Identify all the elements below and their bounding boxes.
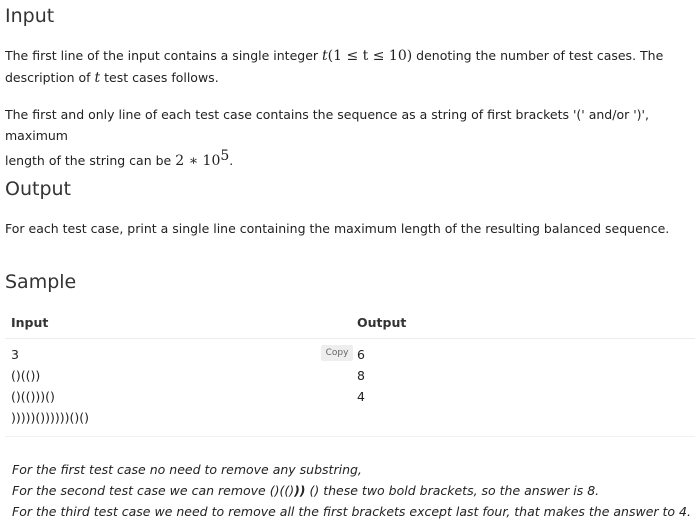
input-paragraph-1 — [5, 45, 685, 89]
math-range: (1 ≤ t ≤ 10) — [327, 48, 413, 64]
sample-divider — [5, 436, 695, 437]
note-bold-brackets: )) — [294, 483, 306, 498]
note-line-3: For the third test case we need to remove all the first brackets except last four, that makes the answer to 4. — [12, 504, 691, 519]
note-line-1: For the first test case no need to remove any substring, — [12, 462, 362, 477]
sample-block — [5, 304, 695, 438]
math-t-2: t — [94, 70, 101, 86]
sample-input-label: Input — [11, 315, 49, 330]
input-p2-line1: The first and only line of each test case contains the sequence as a string of first brackets '(' and/or ')', maximum — [5, 107, 649, 143]
note-line-2 — [12, 480, 691, 501]
sample-output-lines — [357, 344, 365, 407]
input-p1-line2-after: test cases follows. — [100, 70, 219, 85]
sample-output-line: 8 — [357, 368, 365, 383]
input-p1-text-after: denoting the number of test cases. The — [412, 48, 664, 63]
sample-output-line: 6 — [357, 347, 365, 362]
sample-input-line: ()(()) — [11, 368, 41, 383]
explanation-notes — [12, 459, 691, 522]
sample-output-line: 4 — [357, 389, 365, 404]
sample-header — [5, 304, 695, 339]
math-exponent: 5 — [220, 148, 230, 164]
input-p2-end: . — [229, 153, 234, 169]
sample-input-lines — [11, 344, 89, 428]
input-paragraph-2 — [5, 104, 685, 172]
sample-input-line: ()(()))() — [11, 389, 55, 404]
copy-button[interactable]: Copy — [321, 345, 353, 361]
sample-input-line: )))))())))))()() — [11, 410, 90, 425]
input-p1-text: The first line of the input contains a single integer — [5, 48, 323, 63]
note-line-2-text: For the second test case we can remove ()(() — [12, 483, 295, 498]
math-t: t — [322, 48, 328, 64]
note-line-2-after: () these two bold brackets, so the answer is 8. — [305, 483, 600, 498]
output-paragraph: For each test case, print a single line containing the maximum length of the resulting balanced sequence. — [5, 221, 670, 236]
output-heading: Output — [5, 178, 71, 200]
sample-input-line: 3 — [11, 347, 19, 362]
sample-heading: Sample — [5, 271, 77, 293]
sample-output-label: Output — [357, 315, 407, 330]
input-p1-line2: description of — [5, 70, 95, 85]
input-heading: Input — [5, 5, 55, 27]
input-p2-line2: length of the string can be — [5, 153, 176, 169]
math-length: 2 ∗ 10 — [175, 153, 221, 170]
